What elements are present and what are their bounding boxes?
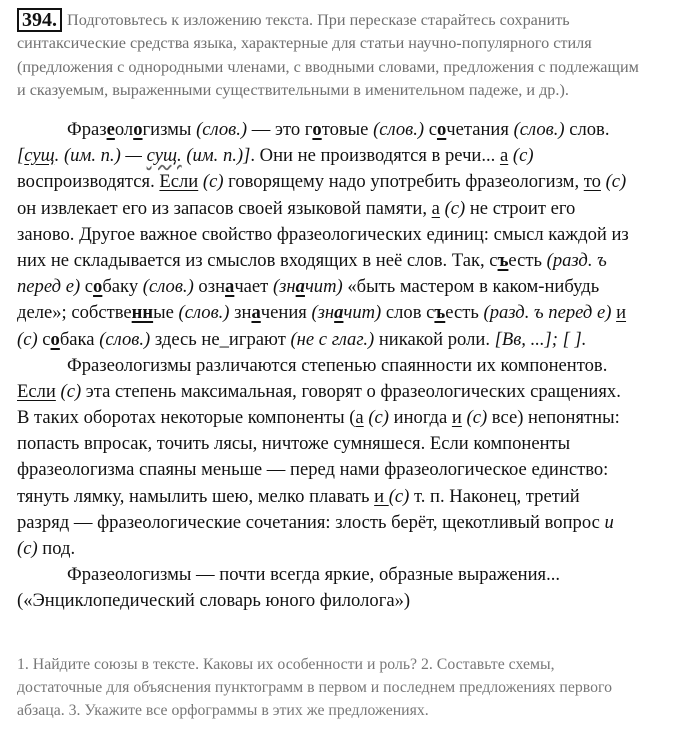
text-run: (слов.) <box>142 276 194 298</box>
text-run: иногда <box>388 407 452 429</box>
text-run: воспроизводятся. <box>17 171 160 193</box>
text-run: Если <box>159 171 199 193</box>
text-line <box>17 510 697 536</box>
text-run: под. <box>37 538 76 559</box>
text-run: Фразеологизмы — почти всегда яркие, образные выражения... <box>67 564 561 586</box>
text-run: (разд. ъ <box>546 249 607 271</box>
text-run: т. п. Наконец, третий <box>409 485 580 507</box>
text-run: чает <box>234 276 273 298</box>
text-run: слов с <box>381 302 435 324</box>
text-run: никакой роли. <box>374 328 495 350</box>
text-line <box>17 143 697 169</box>
text-line <box>17 431 697 457</box>
text-run: а <box>334 302 344 324</box>
instruction-line: Подготовьтесь к изложению текста. При пересказе старайтесь сохранить <box>67 11 570 29</box>
text-run: (с) <box>388 485 410 507</box>
text-run: есть <box>445 302 484 324</box>
text-run: Если <box>17 380 56 402</box>
text-run: («Энциклопедический словарь юного филолога») <box>17 590 411 612</box>
text-run: — это г <box>247 119 313 140</box>
text-run: зн <box>229 302 252 324</box>
text-run: Фразеологизмы различаются степенью спаянности их компонентов. <box>67 354 608 376</box>
text-run: ые <box>153 302 179 324</box>
text-run: есть <box>508 249 547 271</box>
text-run: [ <box>17 145 25 167</box>
question-line: абзаца. 3. Укажите все орфограммы в этих же предложениях. <box>17 702 429 719</box>
text-run: и <box>374 485 389 507</box>
text-run: . Они не производятся в речи... <box>250 145 500 167</box>
text-run: о <box>133 119 143 140</box>
text-line <box>17 536 697 562</box>
text-run: (с) <box>368 407 389 429</box>
text-run: заново. Другое важное свойство фразеологических единиц: смысл каждой из <box>17 223 629 245</box>
text-run: (слов.) <box>178 302 230 324</box>
text-run: все) непонятны: <box>487 407 620 429</box>
instruction-line: (предложения с однородными членами, с вводными словами, предложения с подлежащим <box>17 57 639 76</box>
text-run: о <box>312 119 322 140</box>
text-run: гизмы <box>142 119 197 140</box>
text-line <box>17 248 697 274</box>
text-line <box>17 169 697 195</box>
text-run: (с) <box>17 328 38 350</box>
text-run: попасть впросак, точить лясы, ничтоже сумняшеся. Если компоненты <box>17 433 571 455</box>
text-run: нн <box>131 302 154 324</box>
text-run: ъ <box>434 302 446 324</box>
text-run: чит) <box>343 302 382 324</box>
text-run: а <box>225 276 235 298</box>
text-line <box>17 117 697 143</box>
text-run: (с) <box>444 197 466 219</box>
text-run: баку <box>102 276 143 298</box>
text-run: (с) <box>60 380 82 402</box>
text-run: фразеологизма спаяны меньше — перед нами фразеологическое единство: <box>17 459 609 481</box>
text-run: а <box>295 276 305 298</box>
text-run: Фраз <box>67 119 107 140</box>
instruction-line: синтаксические средства языка, характерные для статьи научно-популярного стиля <box>17 34 592 53</box>
text-run: он извлекает его из запасов своей языковой памяти, <box>17 197 432 219</box>
text-run: а <box>251 302 261 324</box>
text-line <box>17 196 697 222</box>
text-line <box>17 327 697 353</box>
text-run: (зн <box>311 302 335 324</box>
text-run: о <box>436 119 447 140</box>
text-line <box>17 274 697 300</box>
text-run: о <box>93 276 103 298</box>
text-run: В таких оборотах некоторые компоненты ( <box>17 407 356 429</box>
text-run: о <box>50 328 60 350</box>
text-run: перед е) <box>17 276 81 298</box>
exercise-instruction <box>17 8 697 103</box>
text-run: . (им. п.) — <box>54 145 147 167</box>
text-run: тянуть лямку, намылить шею, мелко плавать <box>17 485 375 507</box>
text-run: бака <box>59 328 100 350</box>
text-run: «быть мастером в каком-нибудь <box>342 276 600 298</box>
text-run: (слов.) <box>99 328 151 350</box>
text-run: (не с глаг.) <box>290 328 375 350</box>
question-line: достаточные для объяснения пунктограмм в первом и последнем предложениях первого <box>17 679 612 696</box>
text-run: эта степень максимальная, говорят о фразеологических сращениях. <box>81 380 621 402</box>
text-run: [Вв, ...]; [ ]. <box>494 328 587 350</box>
text-run: (слов.) <box>196 119 248 140</box>
text-run: ол <box>114 119 134 140</box>
text-run: товые <box>321 119 374 140</box>
text-run: сущ. <box>146 145 182 167</box>
text-run: разряд — фразеологические сочетания: злость берёт, щекотливый вопрос <box>17 511 605 533</box>
text-run: (с) <box>605 171 627 193</box>
text-run: слов. <box>564 119 610 140</box>
text-line <box>17 457 697 483</box>
text-line <box>17 562 697 588</box>
text-run: (разд. ъ перед е) <box>483 302 612 324</box>
text-run: озн <box>193 276 226 298</box>
text-run: (им. п.)] <box>181 145 251 167</box>
text-run: здесь не_играют <box>150 328 291 350</box>
text-run: (с) <box>466 407 488 429</box>
text-run: с <box>424 119 437 140</box>
text-run: ъ <box>497 249 509 271</box>
text-run: говорящему надо употребить фразеологизм, <box>223 171 584 193</box>
text-run: деле»; собстве <box>17 302 132 324</box>
text-line <box>17 379 697 405</box>
text-run: сущ <box>24 145 55 167</box>
text-line <box>17 222 697 248</box>
text-run: то <box>583 171 601 193</box>
text-run: (зн <box>272 276 296 298</box>
questions <box>17 653 697 722</box>
text-run: чения <box>260 302 312 324</box>
main-text-body <box>17 117 697 615</box>
text-run: (с) <box>17 538 38 559</box>
text-run: а <box>355 407 364 429</box>
text-line <box>17 588 697 614</box>
text-run: (слов.) <box>373 119 425 140</box>
text-run: не строит его <box>465 197 576 219</box>
text-run: (с) <box>512 145 534 167</box>
text-run: (слов.) <box>513 119 565 140</box>
text-run: е <box>106 119 115 140</box>
exercise-number: 394. <box>17 8 62 32</box>
text-line <box>17 300 697 326</box>
text-line <box>17 484 697 510</box>
text-run: и <box>616 302 627 324</box>
text-run: (с) <box>202 171 224 193</box>
text-line <box>17 353 697 379</box>
text-run: а <box>499 145 509 167</box>
text-run: четания <box>446 119 514 140</box>
text-run: с <box>80 276 94 298</box>
text-run: а <box>431 197 440 219</box>
text-line <box>17 405 697 431</box>
text-run: и <box>451 407 462 429</box>
question-line: 1. Найдите союзы в тексте. Каковы их особенности и роль? 2. Составьте схемы, <box>17 656 555 673</box>
text-run: и <box>604 511 614 533</box>
instruction-line: и сказуемым, выраженными существительными в именительном падеже, и др.). <box>17 81 569 100</box>
text-run: них не складывается из смыслов входящих в неё слов. Так, с <box>17 249 498 271</box>
text-run: чит) <box>304 276 343 298</box>
text-run: с <box>37 328 51 350</box>
